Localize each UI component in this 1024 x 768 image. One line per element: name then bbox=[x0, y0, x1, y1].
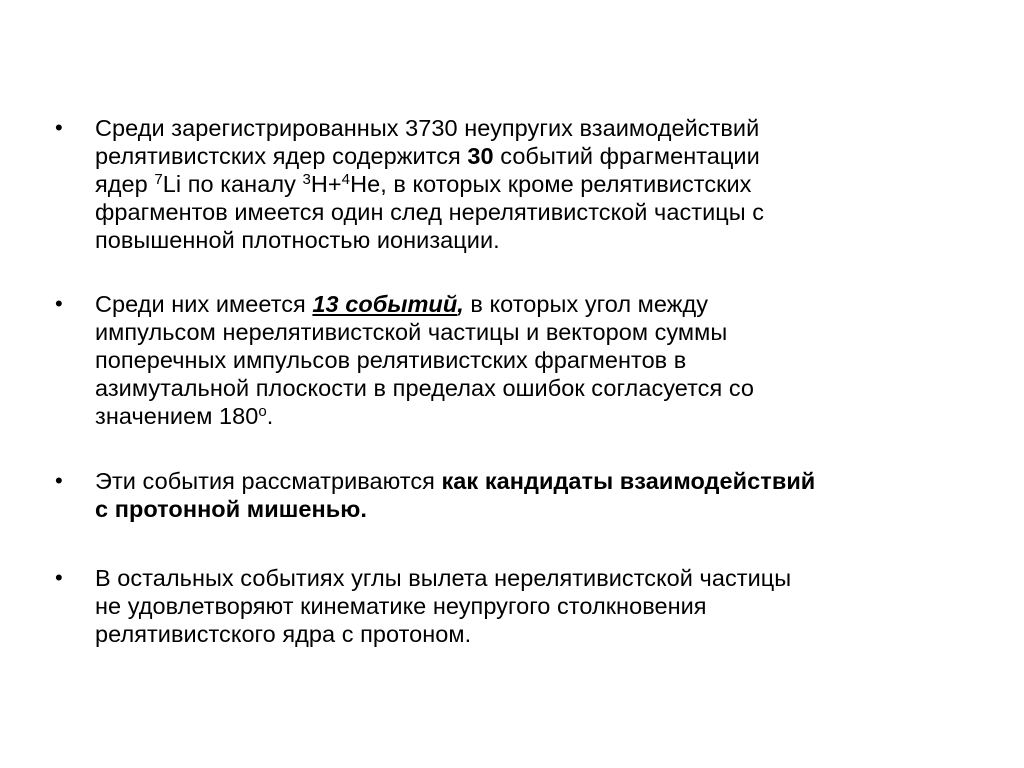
count-events-bold: 30 bbox=[467, 143, 494, 169]
text-run: фрагментов имеется один след нерелятивистской частицы с bbox=[95, 199, 765, 225]
text-run: релятивистских ядер содержится bbox=[95, 143, 468, 169]
text-line bbox=[95, 402, 975, 430]
text-line bbox=[95, 198, 975, 226]
text-run: H+ bbox=[310, 171, 342, 197]
text-run: событий фрагментации bbox=[493, 143, 760, 169]
bullet-text bbox=[95, 114, 975, 254]
bullet-dot-icon: • bbox=[55, 115, 63, 140]
text-line bbox=[95, 318, 975, 346]
text-run: В остальных событиях углы вылета нерелятивистской частицы bbox=[95, 565, 792, 591]
text-line bbox=[95, 592, 975, 620]
text-run: не удовлетворяют кинематике неупругого столкновения bbox=[95, 593, 707, 619]
candidates-bold-cont: с протонной мишенью. bbox=[95, 496, 367, 522]
text-run: Li по каналу bbox=[162, 171, 303, 197]
bullet-text bbox=[95, 564, 975, 648]
text-line bbox=[95, 495, 975, 523]
text-line bbox=[95, 564, 975, 592]
bullet-text bbox=[95, 467, 975, 523]
highlight-13-events: 13 событий bbox=[312, 291, 458, 317]
comma: , bbox=[457, 291, 464, 317]
text-line bbox=[95, 374, 975, 402]
text-run: поперечных импульсов релятивистских фрагментов в bbox=[95, 347, 687, 373]
text-line bbox=[95, 346, 975, 374]
text-run: Среди зарегистрированных 3730 неупругих взаимодействий bbox=[95, 115, 760, 141]
superscript: 3 bbox=[302, 171, 311, 188]
text-run: релятивистского ядра с протоном. bbox=[95, 621, 472, 647]
bullet-text bbox=[95, 290, 975, 430]
text-run: Эти события рассматриваются bbox=[95, 468, 442, 494]
text-line bbox=[95, 170, 975, 198]
text-run: ядер bbox=[95, 171, 155, 197]
text-run: He, в которых кроме релятивистских bbox=[350, 171, 752, 197]
text-run: значением 180 bbox=[95, 403, 259, 429]
bullet-dot-icon: • bbox=[55, 468, 63, 493]
text-line bbox=[95, 142, 975, 170]
text-run: азимутальной плоскости в пределах ошибок согласуется со bbox=[95, 375, 755, 401]
superscript: 4 bbox=[341, 171, 351, 188]
text-line bbox=[95, 290, 975, 318]
bullet-dot-icon: • bbox=[55, 291, 63, 316]
text-run: в которых угол между bbox=[463, 291, 709, 317]
text-run: импульсом нерелятивистской частицы и вектором суммы bbox=[95, 319, 728, 345]
text-line bbox=[95, 467, 975, 495]
bullet-dot-icon: • bbox=[55, 565, 63, 590]
text-run: . bbox=[266, 403, 274, 429]
text-run: повышенной плотностью ионизации. bbox=[95, 227, 500, 253]
degree-superscript: o bbox=[258, 403, 267, 420]
text-line bbox=[95, 226, 975, 254]
text-line bbox=[95, 114, 975, 142]
superscript: 7 bbox=[154, 171, 163, 188]
candidates-bold: как кандидаты взаимодействий bbox=[441, 468, 816, 494]
text-run: Среди них имеется bbox=[95, 291, 313, 317]
text-line bbox=[95, 620, 975, 648]
